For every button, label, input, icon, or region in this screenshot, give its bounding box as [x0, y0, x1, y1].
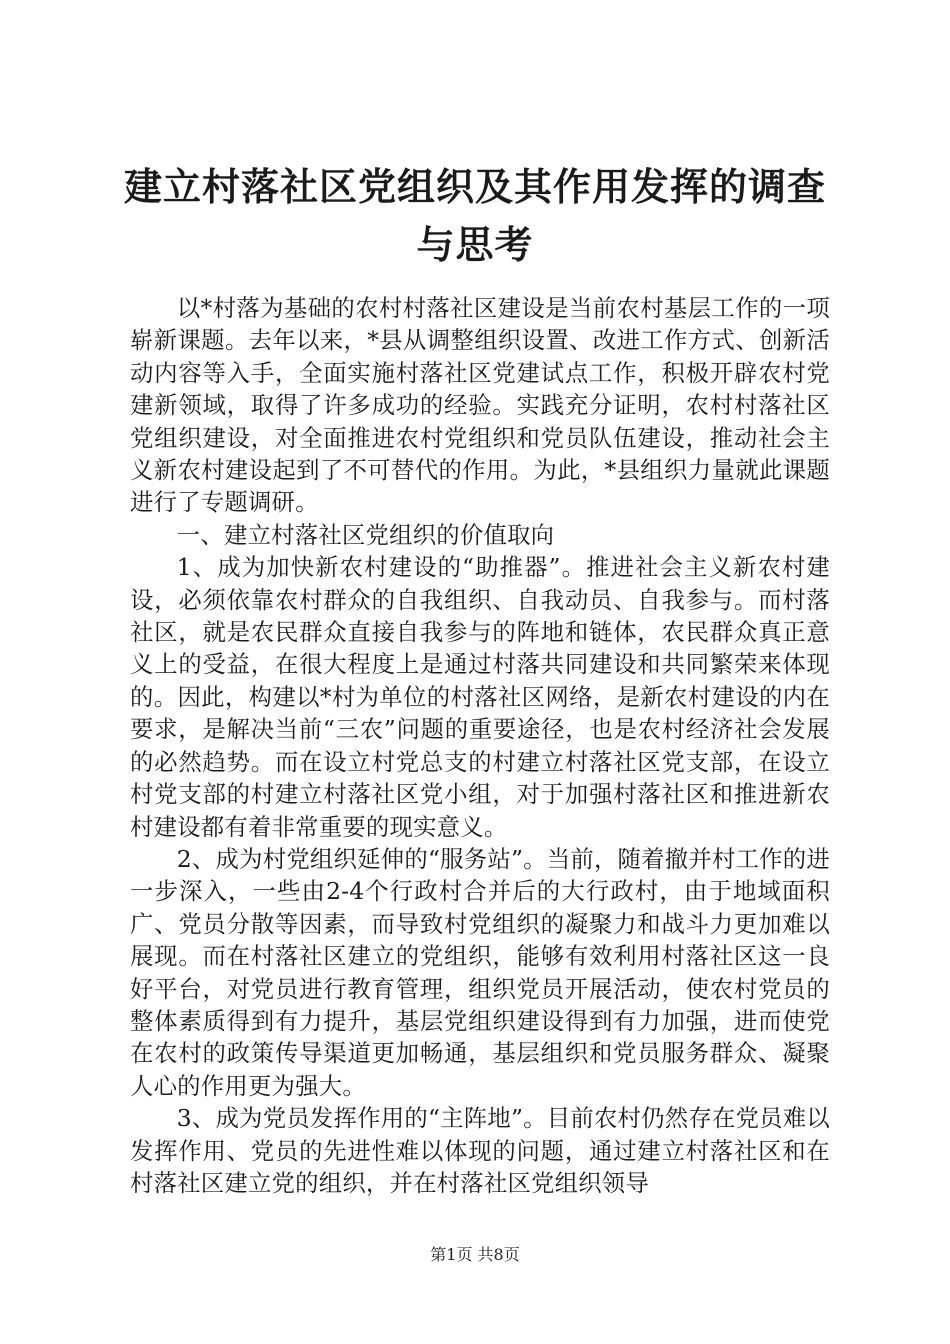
paragraph-item-1: 1、成为加快新农村建设的“助推器”。推进社会主义新农村建设，必须依靠农村群众的自我组织、自我动员、自我参与。而村落社区，就是农民群众直接自我参与的阵地和链体，农民群众真正意义上的受益，在很大程度上是通过村落共同建设和共同繁荣来体现的。因此，构建以*村为单位的村落社区网络，是新农村建设的内在要求，是解决当前“三农”问题的重要途径，也是农村经济社会发展的必然趋势。而在设立村党总支的村建立村落社区党支部，在设立村党支部的村建立村落社区党小组，对于加强村落社区和推进新农村建设都有着非常重要的现实意义。 — [130, 553, 830, 841]
paragraph-intro: 以*村落为基础的农村村落社区建设是当前农村基层工作的一项崭新课题。去年以来，*县从调整组织设置、改进工作方式、创新活动内容等入手，全面实施村落社区党建试点工作，积极开辟农村党建新领域，取得了许多成功的经验。实践充分证明，农村村落社区党组织建设，对全面推进农村党组织和党员队伍建设，推动社会主义新农村建设起到了不可替代的作用。为此，*县组织力量就此课题进行了专题调研。 — [130, 294, 830, 517]
document-title: 建立村落社区党组织及其作用发挥的调查与思考 — [123, 165, 826, 267]
paragraph-item-2: 2、成为村党组织延伸的“服务站”。当前，随着撤并村工作的进一步深入，一些由2-4个行政村合并后的大行政村，由于地域面积广、党员分散等因素，而导致村党组织的凝聚力和战斗力更加难以展现。而在村落社区建立的党组织，能够有效利用村落社区这一良好平台，对党员进行教育管理，组织党员开展活动，使农村党员的整体素质得到有力提升，基层党组织建设得到有力加强，进而使党在农村的政策传导渠道更加畅通，基层组织和党员服务群众、凝聚人心的作用更为强大。 — [130, 844, 830, 1100]
paragraph-item-3: 3、成为党员发挥作用的“主阵地”。目前农村仍然存在党员难以发挥作用、党员的先进性难以体现的问题，通过建立村落社区和在村落社区建立党的组织，并在村落社区党组织领导 — [130, 1104, 830, 1197]
page-footer: 第1页 共8页 — [430, 1245, 520, 1264]
section-heading: 一、建立村落社区党组织的价值取向 — [176, 520, 555, 549]
document-body — [130, 292, 830, 1199]
